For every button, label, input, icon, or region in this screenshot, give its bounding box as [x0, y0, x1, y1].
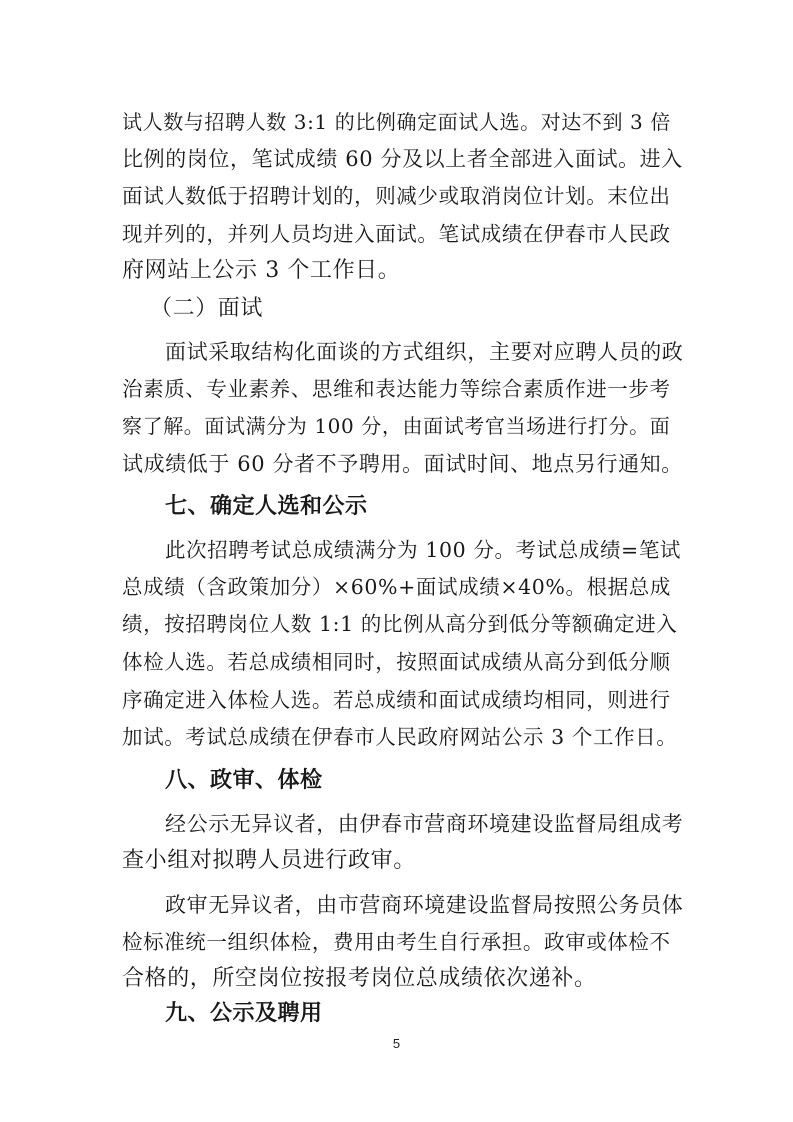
paragraph-line: 政审无异议者，由市营商环境建设监督局按照公务员体 — [165, 893, 684, 917]
paragraph-line: 面试人数低于招聘计划的，则减少或取消岗位计划。末位出 — [122, 184, 671, 208]
section-heading-9: 九、公示及聘用 — [165, 1001, 323, 1026]
paragraph-line: 体检人选。若总成绩相同时，按照面试成绩从高分到低分顺 — [122, 650, 671, 674]
page-number: 5 — [392, 1036, 401, 1051]
paragraph-line: 试成绩低于 60 分者不予聘用。面试时间、地点另行通知。 — [122, 452, 683, 476]
paragraph-line: 检标准统一组织体检，费用由考生自行承担。政审或体检不 — [122, 930, 671, 954]
paragraph-line: 加试。考试总成绩在伊春市人民政府网站公示 3 个工作日。 — [122, 725, 678, 749]
section-heading-7: 七、确定人选和公示 — [165, 494, 368, 519]
section-heading-8: 八、政审、体检 — [165, 768, 323, 793]
paragraph-line: 察了解。面试满分为 100 分，由面试考官当场进行打分。面 — [122, 414, 671, 438]
paragraph-line: 序确定进入体检人选。若总成绩和面试成绩均相同，则进行 — [122, 688, 671, 712]
paragraph-line: 试人数与招聘人数 3:1 的比例确定面试人选。对达不到 3 倍 — [122, 110, 671, 134]
paragraph-line: 治素质、专业素养、思维和表达能力等综合素质作进一步考 — [122, 377, 671, 401]
paragraph-line: 经公示无异议者，由伊春市营商环境建设监督局组成考 — [165, 812, 684, 836]
paragraph-line: 现并列的，并列人员均进入面试。笔试成绩在伊春市人民政 — [122, 222, 671, 246]
paragraph-line: 面试采取结构化面谈的方式组织，主要对应聘人员的政 — [165, 340, 684, 364]
paragraph-line: 总成绩（含政策加分）×60%+面试成绩×40%。根据总成 — [122, 575, 671, 599]
paragraph-line: 查小组对拟聘人员进行政审。 — [122, 848, 416, 873]
paragraph-line: 此次招聘考试总成绩满分为 100 分。考试总成绩=笔试 — [165, 538, 682, 562]
subheading-interview: （二）面试 — [150, 296, 264, 321]
paragraph-line: 合格的，所空岗位按报考岗位总成绩依次递补。 — [122, 966, 597, 991]
paragraph-line: 比例的岗位，笔试成绩 60 分及以上者全部进入面试。进入 — [122, 147, 683, 171]
paragraph-line: 绩，按招聘岗位人数 1:1 的比例从高分到低分等额确定进入 — [122, 612, 678, 636]
paragraph-line: 府网站上公示 3 个工作日。 — [122, 258, 401, 283]
